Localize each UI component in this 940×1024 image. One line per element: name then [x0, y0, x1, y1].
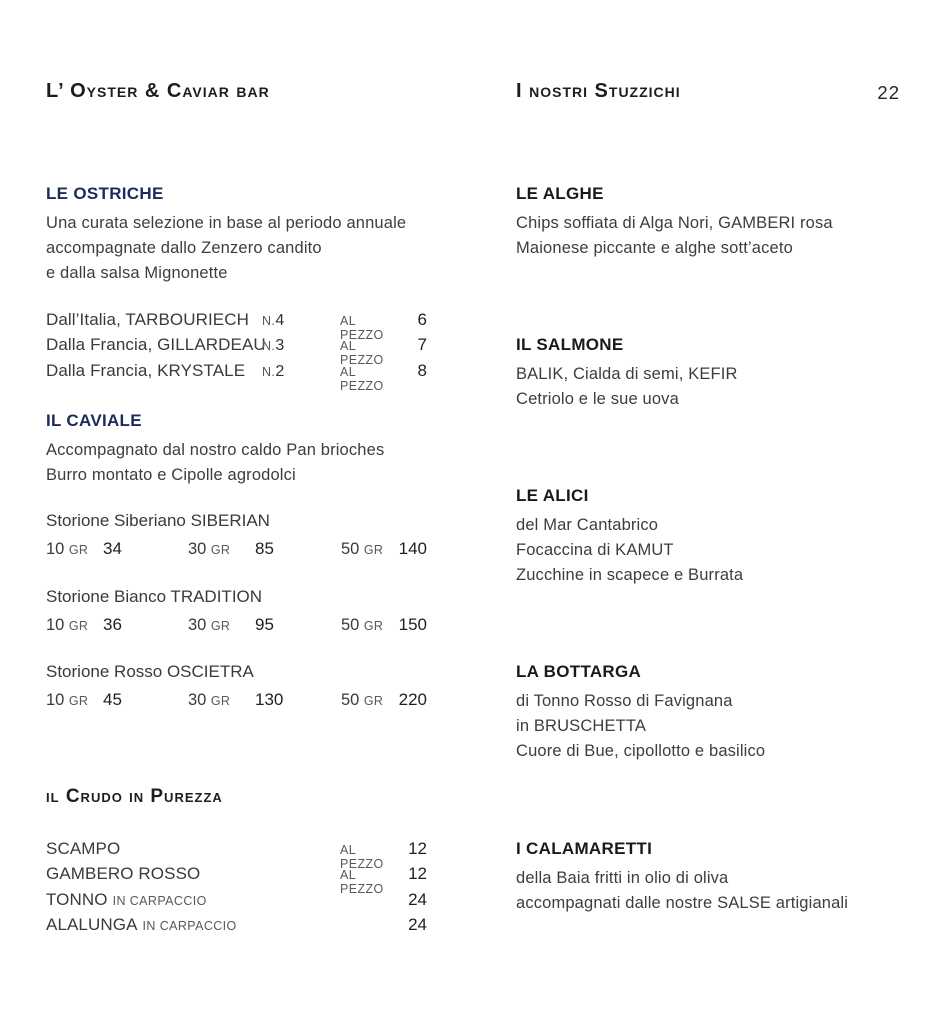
caviar-name: Storione Siberiano SIBERIAN [46, 511, 270, 530]
qty-unit [188, 616, 255, 635]
desc-line: Maionese piccante e alghe sott’aceto [516, 239, 793, 258]
section-alghe [516, 184, 900, 261]
crudo-row [46, 839, 427, 871]
section-ostriche-desc [46, 211, 427, 287]
oyster-size [262, 312, 340, 330]
qty-unit [188, 540, 255, 559]
price: 6 [417, 310, 427, 329]
unit-gr: GR [68, 694, 89, 708]
caviar-prices [46, 539, 427, 559]
caviar-name: Storione Rosso OSCIETRA [46, 662, 254, 681]
left-page-title: L’ Oyster & Caviar bar [46, 80, 270, 102]
unit-label: AL PEZZO [340, 339, 384, 368]
desc-line: Chips soffiata di Alga Nori, GAMBERI rosa [516, 214, 833, 232]
qty: 50 [341, 540, 360, 558]
section-alghe-desc [516, 211, 900, 261]
oyster-list [46, 310, 427, 393]
qty-unit [46, 691, 103, 710]
oyster-row [46, 310, 427, 342]
crudo-list [46, 839, 427, 941]
crudo-name-cell [46, 890, 340, 910]
size-label: N. [262, 314, 276, 328]
section-caviale-desc [46, 438, 427, 488]
desc-line: del Mar Cantabrico [516, 516, 659, 534]
desc-line: accompagnate dallo Zenzero candito [46, 239, 322, 258]
crudo-name: GAMBERO ROSSO [46, 864, 201, 884]
unit-label: AL PEZZO [340, 314, 384, 342]
section-calamaretti-desc [516, 866, 900, 916]
section-alici-desc [516, 513, 900, 589]
desc-line: accompagnati dalle nostre SALSE artigianali [516, 894, 849, 913]
price: 45 [103, 690, 122, 709]
unit-label: AL PEZZO [340, 843, 384, 871]
desc-line: Cuore di Bue, cipollotto e basilico [516, 742, 766, 761]
oyster-name: Dalla Francia, KRYSTALE [46, 360, 246, 380]
oyster-size [262, 337, 340, 355]
unit-gr: GR [363, 619, 384, 633]
unit-gr: GR [68, 619, 89, 633]
section-calamaretti [516, 839, 900, 916]
qty: 10 [46, 616, 65, 634]
desc-line: della Baia fritti in olio di oliva [516, 869, 729, 887]
section-bottarga [516, 662, 900, 765]
qty: 50 [341, 691, 360, 709]
desc-line: di Tonno Rosso di Favignana [516, 692, 733, 710]
price: 85 [255, 539, 274, 558]
unit-gr: GR [210, 694, 231, 708]
price: 130 [255, 690, 284, 709]
unit-gr: GR [363, 694, 384, 708]
price: 34 [103, 539, 122, 558]
qty: 10 [46, 691, 65, 709]
qty: 30 [188, 540, 207, 558]
desc-line: Accompagnato dal nostro caldo Pan brioches [46, 441, 385, 459]
section-alici [516, 486, 900, 589]
size-label: N. [262, 364, 276, 379]
oyster-size [262, 363, 340, 381]
section-bottarga-desc [516, 689, 900, 765]
price: 36 [103, 615, 122, 634]
section-salmone-desc [516, 362, 900, 412]
qty: 10 [46, 540, 65, 558]
unit-label: AL PEZZO [340, 868, 384, 897]
size-num: 2 [275, 362, 285, 380]
price: 24 [408, 889, 427, 909]
price: 24 [408, 915, 427, 935]
section-crudo-title: il Crudo in Purezza [46, 786, 223, 807]
section-ostriche-title: LE OSTRICHE [46, 184, 164, 203]
unit-gr: GR [68, 543, 89, 557]
qty-unit [46, 540, 103, 559]
qty: 30 [188, 691, 207, 709]
right-page-title: I nostri Stuzzichi [516, 80, 681, 102]
price: 95 [255, 615, 274, 634]
qty: 50 [341, 616, 360, 634]
section-caviale-title: IL CAVIALE [46, 411, 142, 430]
qty-unit [341, 616, 397, 635]
size-num: 4 [275, 312, 285, 329]
price: 150 [398, 615, 427, 634]
section-caviale [46, 411, 427, 488]
section-calamaretti-title: I CALAMARETTI [516, 839, 653, 858]
crudo-row [46, 915, 427, 940]
crudo-name-cell [46, 864, 340, 884]
crudo-row [46, 864, 427, 897]
price: 12 [408, 839, 427, 858]
section-alghe-title: LE ALGHE [516, 184, 604, 203]
price: 220 [398, 690, 427, 709]
page-number: 22 [877, 82, 900, 103]
size-label: N. [262, 339, 276, 354]
oyster-row [46, 360, 427, 393]
price: 7 [417, 335, 427, 355]
qty: 30 [188, 616, 207, 634]
desc-line: e dalla salsa Mignonette [46, 264, 228, 283]
price: 12 [408, 864, 427, 884]
crudo-suffix: IN CARPACCIO [112, 893, 207, 908]
unit-gr: GR [363, 543, 384, 557]
crudo-name-cell [46, 915, 340, 935]
unit-gr: GR [210, 543, 231, 557]
oyster-name: Dalla Francia, GILLARDEAU [46, 335, 266, 355]
caviar-prices [46, 690, 427, 710]
crudo-name: TONNO [46, 889, 108, 909]
section-ostriche [46, 184, 427, 287]
desc-line: BALIK, Cialda di semi, KEFIR [516, 365, 738, 383]
desc-line: Focaccina di KAMUT [516, 541, 674, 560]
section-salmone [516, 335, 900, 412]
crudo-name: SCAMPO [46, 839, 121, 858]
crudo-suffix: IN CARPACCIO [142, 919, 237, 934]
crudo-name: ALALUNGA [46, 915, 138, 935]
caviar-item [46, 662, 427, 710]
desc-line: in BRUSCHETTA [516, 717, 646, 736]
caviar-name: Storione Bianco TRADITION [46, 587, 263, 606]
unit-gr: GR [210, 619, 231, 633]
price: 8 [417, 360, 427, 380]
oyster-name: Dall’Italia, TARBOURIECH [46, 310, 249, 329]
oyster-row [46, 335, 427, 368]
desc-line: Zucchine in scapece e Burrata [516, 566, 744, 585]
caviar-prices [46, 615, 427, 635]
qty-unit [341, 540, 397, 559]
caviar-item [46, 587, 427, 635]
size-num: 3 [275, 337, 285, 355]
qty-unit [46, 616, 103, 635]
desc-line: Una curata selezione in base al periodo annuale [46, 214, 407, 232]
crudo-name-cell [46, 839, 340, 859]
unit-label: AL PEZZO [340, 364, 384, 393]
qty-unit [188, 691, 255, 710]
desc-line: Burro montato e Cipolle agrodolci [46, 466, 296, 485]
desc-line: Cetriolo e le sue uova [516, 390, 679, 409]
caviar-item [46, 511, 427, 559]
section-salmone-title: IL SALMONE [516, 335, 624, 354]
price: 140 [398, 539, 427, 558]
section-alici-title: LE ALICI [516, 486, 589, 505]
section-bottarga-title: LA BOTTARGA [516, 662, 642, 681]
qty-unit [341, 691, 397, 710]
